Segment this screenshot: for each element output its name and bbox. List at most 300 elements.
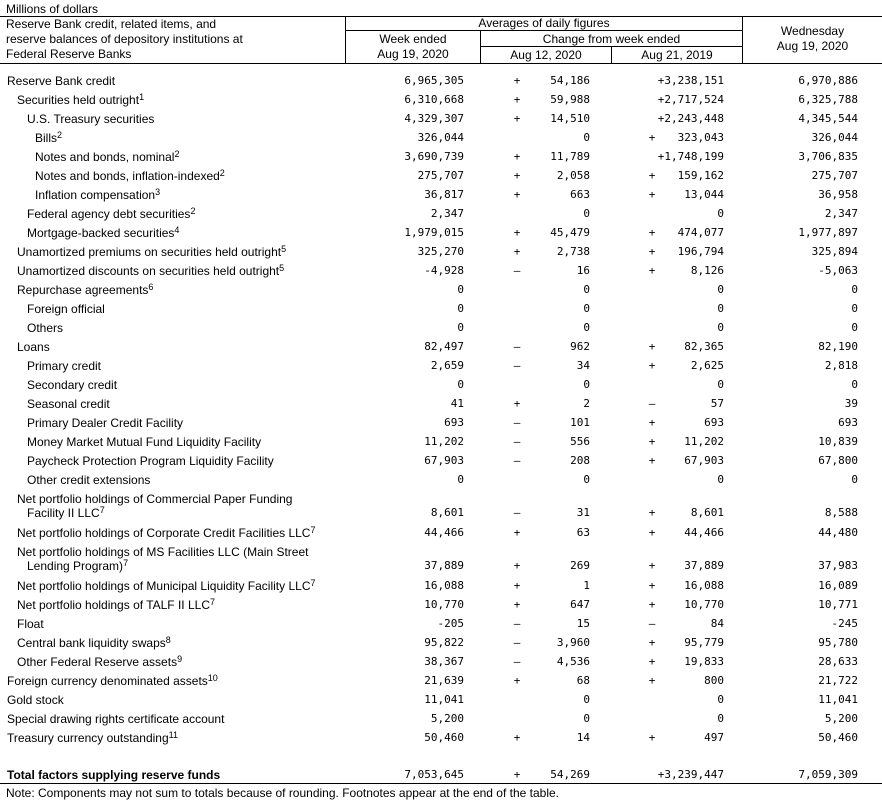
cell-wednesday: 10,771 [818, 598, 858, 611]
cell-sign-1: + [513, 93, 521, 106]
header-inner-rule [481, 46, 742, 47]
cell-wednesday: -245 [831, 617, 858, 630]
cell-change-2: 0 [717, 207, 724, 220]
cell-sign-2: + [648, 636, 656, 649]
table-row [0, 655, 882, 674]
cell-week-ended: 1,979,015 [404, 226, 464, 239]
cell-sign-2: + [648, 435, 656, 448]
row-label [7, 712, 224, 726]
cell-change-1: 14,510 [550, 112, 590, 125]
cell-change-2: 82,365 [684, 340, 724, 353]
cell-sign-2: + [648, 226, 656, 239]
cell-change-2: 159,162 [677, 169, 724, 182]
header-title-line: reserve balances of depository institutions at [6, 32, 243, 46]
cell-change-1: 0 [583, 693, 590, 706]
table-row [0, 112, 882, 131]
cell-week-ended: 326,044 [417, 131, 464, 144]
row-label-text: Net portfolio holdings of Municipal Liquidity Facility LLC [17, 579, 311, 593]
cell-week-ended: 693 [444, 416, 464, 429]
cell-change-1: 15 [576, 617, 590, 630]
cell-week-ended: 0 [457, 473, 464, 486]
header-title-line: Reserve Bank credit, related items, and [6, 17, 217, 31]
row-label-continued [27, 506, 105, 520]
cell-wednesday: 2,818 [824, 359, 858, 372]
footnote-ref: 5 [281, 244, 287, 254]
cell-wednesday: 7,059,309 [798, 768, 858, 781]
cell-change-2: 0 [717, 283, 724, 296]
table-row [0, 397, 882, 416]
table-row [0, 435, 882, 454]
footnote-ref: 3 [155, 187, 161, 197]
table-row-total [0, 768, 882, 787]
cell-sign-2: + [648, 188, 656, 201]
cell-change-1: 54,269 [550, 768, 590, 781]
row-label-text: Securities held outright [17, 93, 140, 107]
row-label-text: Facility II LLC [27, 506, 100, 520]
table-row [0, 693, 882, 712]
footnote-ref: 7 [310, 578, 316, 588]
cell-change-1: 2,738 [556, 245, 590, 258]
cell-change-2: 323,043 [677, 131, 724, 144]
table-row [0, 245, 882, 264]
cell-sign-2: + [648, 674, 656, 687]
row-label-text: Repurchase agreements [17, 283, 149, 297]
footnote-ref: 10 [207, 673, 218, 683]
cell-sign-2: + [648, 598, 656, 611]
row-label-text: Foreign official [27, 302, 105, 316]
row-label-text: Money Market Mutual Fund Liquidity Facility [27, 435, 262, 449]
row-label [27, 226, 179, 240]
row-label-text: Treasury currency outstanding [7, 731, 169, 745]
cell-sign-1: + [513, 226, 521, 239]
cell-change-1: 0 [583, 302, 590, 315]
cell-wednesday: -5,063 [818, 264, 858, 277]
footnote-ref: 2 [57, 130, 63, 140]
cell-sign-1: + [513, 598, 521, 611]
cell-week-ended: 21,639 [424, 674, 464, 687]
cell-week-ended: 44,466 [424, 526, 464, 539]
row-label [17, 283, 153, 297]
cell-sign-1: – [513, 636, 521, 649]
cell-sign-1: + [513, 150, 521, 163]
row-label-text: Other credit extensions [27, 473, 151, 487]
cell-wednesday: 2,347 [824, 207, 858, 220]
cell-change-2: +2,243,448 [657, 112, 724, 125]
cell-change-1: 0 [583, 473, 590, 486]
cell-change-1: 45,479 [550, 226, 590, 239]
cell-week-ended: 0 [457, 321, 464, 334]
cell-sign-1: – [513, 506, 521, 519]
table-row [0, 131, 882, 150]
cell-change-1: 63 [576, 526, 590, 539]
row-label-text: Gold stock [7, 693, 64, 707]
cell-sign-1: + [513, 74, 521, 87]
cell-week-ended: 50,460 [424, 731, 464, 744]
header-change-from: Change from week ended [542, 32, 681, 46]
table-row [0, 712, 882, 731]
cell-sign-1: + [513, 397, 521, 410]
cell-wednesday: 0 [851, 283, 858, 296]
cell-wednesday: 6,325,788 [798, 93, 858, 106]
table-row [0, 454, 882, 473]
table-row [0, 359, 882, 378]
row-label [27, 321, 63, 335]
cell-wednesday: 44,480 [818, 526, 858, 539]
cell-sign-2: + [648, 454, 656, 467]
footnote-ref: 7 [310, 525, 316, 535]
table-row [0, 378, 882, 397]
cell-change-2: 11,202 [684, 435, 724, 448]
footnote-ref: 7 [99, 505, 105, 515]
header-averages: Averages of daily figures [478, 16, 610, 30]
cell-sign-1: – [513, 359, 521, 372]
row-label [27, 112, 154, 126]
cell-change-2: 57 [710, 397, 724, 410]
row-label [7, 74, 115, 88]
cell-wednesday: 3,706,835 [798, 150, 858, 163]
table-row [0, 283, 882, 302]
cell-wednesday: 10,839 [818, 435, 858, 448]
cell-wednesday: 0 [851, 473, 858, 486]
row-label-text: Loans [17, 340, 50, 354]
cell-change-1: 16 [576, 264, 590, 277]
cell-sign-1: – [513, 617, 521, 630]
cell-week-ended: 3,690,739 [404, 150, 464, 163]
table-row [0, 731, 882, 750]
footnote-ref: 9 [177, 654, 183, 664]
cell-sign-2: + [648, 340, 656, 353]
cell-sign-1: + [513, 245, 521, 258]
header-change-date-2: Aug 21, 2019 [641, 48, 713, 62]
cell-change-1: 663 [570, 188, 590, 201]
cell-sign-1: – [513, 655, 521, 668]
cell-change-2: +3,238,151 [657, 74, 724, 87]
cell-week-ended: 6,310,668 [404, 93, 464, 106]
footnote-ref: 8 [165, 635, 171, 645]
row-label: Net portfolio holdings of Commercial Paper Funding [17, 492, 293, 506]
footnote-ref: 5 [279, 263, 285, 273]
cell-change-2: 497 [704, 731, 724, 744]
row-label-text: Float [17, 617, 44, 631]
footnote-ref: 11 [168, 730, 178, 740]
cell-sign-2: + [648, 264, 656, 277]
table-row [0, 207, 882, 226]
footnote-note: Note: Components may not sum to totals because of rounding. Footnotes appear at the end of the table. [6, 786, 560, 800]
cell-sign-2: + [648, 131, 656, 144]
header-title-line: Federal Reserve Banks [6, 47, 132, 61]
header-wednesday: Wednesday [780, 24, 845, 38]
row-label-text: Notes and bonds, nominal [35, 150, 175, 164]
cell-change-1: 962 [570, 340, 590, 353]
row-label: Total factors supplying reserve funds [7, 768, 221, 782]
cell-sign-2: + [648, 169, 656, 182]
cell-change-2: +3,239,447 [657, 768, 724, 781]
cell-week-ended: 11,041 [424, 693, 464, 706]
cell-change-2: 67,903 [684, 454, 724, 467]
cell-change-2: 0 [717, 712, 724, 725]
cell-week-ended: 6,965,305 [404, 74, 464, 87]
cell-sign-2: + [648, 559, 656, 572]
cell-sign-2: + [648, 655, 656, 668]
row-label-text: Unamortized discounts on securities held outright [17, 264, 280, 278]
cell-week-ended: 36,817 [424, 188, 464, 201]
cell-sign-1: + [513, 169, 521, 182]
cell-wednesday: 693 [838, 416, 858, 429]
cell-change-2: 44,466 [684, 526, 724, 539]
table-row [0, 340, 882, 359]
row-label [35, 131, 62, 145]
row-label [17, 93, 144, 107]
cell-change-1: 14 [576, 731, 590, 744]
cell-change-1: 269 [570, 559, 590, 572]
cell-sign-2: – [648, 617, 656, 630]
row-label [35, 169, 225, 183]
row-label [17, 655, 182, 669]
cell-week-ended: 0 [457, 283, 464, 296]
row-label-text: Lending Program) [27, 559, 124, 573]
cell-week-ended: 8,601 [430, 506, 464, 519]
table-row [0, 302, 882, 321]
cell-change-1: 59,988 [550, 93, 590, 106]
row-label-text: Federal agency debt securities [27, 207, 191, 221]
table-row [0, 169, 882, 188]
cell-change-2: 8,126 [690, 264, 724, 277]
cell-wednesday: 28,633 [818, 655, 858, 668]
cell-change-2: 84 [710, 617, 724, 630]
cell-change-1: 1 [583, 579, 590, 592]
table-row [0, 150, 882, 169]
row-label [17, 264, 284, 278]
table-row [0, 264, 882, 283]
cell-week-ended: 38,367 [424, 655, 464, 668]
cell-sign-2: – [648, 397, 656, 410]
row-label-text: Mortgage-backed securities [27, 226, 175, 240]
cell-change-2: 10,770 [684, 598, 724, 611]
cell-sign-1: + [513, 674, 521, 687]
cell-change-1: 34 [576, 359, 590, 372]
cell-sign-2: + [648, 359, 656, 372]
cell-change-1: 0 [583, 378, 590, 391]
table-row [0, 526, 882, 545]
cell-week-ended: 37,889 [424, 559, 464, 572]
row-label [27, 302, 105, 316]
footnote-ref: 2 [174, 149, 180, 159]
cell-wednesday: 21,722 [818, 674, 858, 687]
cell-change-2: 8,601 [690, 506, 724, 519]
cell-change-2: 95,779 [684, 636, 724, 649]
cell-week-ended: 41 [450, 397, 464, 410]
table-row [0, 636, 882, 655]
header-wednesday-date: Aug 19, 2020 [776, 39, 849, 53]
footnote-ref: 2 [190, 206, 196, 216]
cell-wednesday: 0 [851, 302, 858, 315]
cell-sign-1: – [513, 416, 521, 429]
table-row [0, 473, 882, 492]
table-row [0, 321, 882, 340]
row-label-text: Others [27, 321, 64, 335]
cell-wednesday: 37,983 [818, 559, 858, 572]
cell-sign-2: + [648, 579, 656, 592]
cell-wednesday: 4,345,544 [798, 112, 858, 125]
cell-week-ended: 2,659 [430, 359, 464, 372]
cell-change-2: 37,889 [684, 559, 724, 572]
footnote-ref: 2 [219, 168, 225, 178]
cell-wednesday: 275,707 [811, 169, 858, 182]
cell-sign-1: – [513, 340, 521, 353]
row-label-text: Unamortized premiums on securities held outright [17, 245, 282, 259]
row-label-text: Primary Dealer Credit Facility [27, 416, 184, 430]
cell-change-1: 0 [583, 207, 590, 220]
row-label-text: Central bank liquidity swaps [17, 636, 166, 650]
cell-change-1: 0 [583, 131, 590, 144]
cell-sign-1: + [513, 768, 521, 781]
footnote-ref: 7 [210, 597, 216, 607]
cell-wednesday: 1,977,897 [798, 226, 858, 239]
cell-change-2: 13,044 [684, 188, 724, 201]
table-row [0, 579, 882, 598]
cell-week-ended: 67,903 [424, 454, 464, 467]
cell-sign-1: + [513, 188, 521, 201]
cell-change-1: 0 [583, 321, 590, 334]
row-label [7, 693, 64, 707]
footnote-ref: 4 [174, 225, 180, 235]
cell-change-1: 68 [576, 674, 590, 687]
cell-change-1: 54,186 [550, 74, 590, 87]
row-label-text: Other Federal Reserve assets [17, 655, 178, 669]
cell-change-2: 693 [704, 416, 724, 429]
row-label [27, 435, 261, 449]
cell-week-ended: 2,347 [430, 207, 464, 220]
row-label [17, 617, 44, 631]
header-bottom-rule [0, 63, 882, 64]
cell-week-ended: 11,202 [424, 435, 464, 448]
cell-sign-2: + [648, 416, 656, 429]
cell-wednesday: 6,970,886 [798, 74, 858, 87]
cell-week-ended: 7,053,645 [404, 768, 464, 781]
cell-sign-1: + [513, 112, 521, 125]
row-label: Net portfolio holdings of MS Facilities LLC (Main Street [17, 545, 309, 559]
cell-change-1: 2,058 [556, 169, 590, 182]
cell-sign-1: – [513, 435, 521, 448]
row-label-continued [27, 559, 128, 573]
cell-change-2: +2,717,524 [657, 93, 724, 106]
table-row [0, 598, 882, 617]
cell-change-2: 0 [717, 378, 724, 391]
cell-wednesday: 67,800 [818, 454, 858, 467]
cell-change-2: +1,748,199 [657, 150, 724, 163]
table-row [0, 226, 882, 245]
cell-sign-2: + [648, 506, 656, 519]
row-label [17, 598, 215, 612]
cell-week-ended: 95,822 [424, 636, 464, 649]
row-label [7, 731, 178, 745]
cell-wednesday: 8,588 [824, 506, 858, 519]
cell-wednesday: 39 [844, 397, 858, 410]
units-caption: Millions of dollars [6, 2, 99, 16]
cell-week-ended: 275,707 [417, 169, 464, 182]
table-row [0, 674, 882, 693]
cell-wednesday: 36,958 [818, 188, 858, 201]
row-label [35, 150, 179, 164]
cell-week-ended: 4,329,307 [404, 112, 464, 125]
row-label [27, 454, 274, 468]
table-row [0, 93, 882, 112]
row-label [17, 245, 286, 259]
cell-sign-1: + [513, 731, 521, 744]
table-row [0, 617, 882, 636]
cell-week-ended: 0 [457, 378, 464, 391]
row-label-text: Inflation compensation [35, 188, 156, 202]
cell-week-ended: 10,770 [424, 598, 464, 611]
cell-change-1: 2 [583, 397, 590, 410]
cell-sign-2: + [648, 731, 656, 744]
total-bottom-rule [0, 783, 882, 784]
cell-wednesday: 95,780 [818, 636, 858, 649]
row-label [27, 378, 117, 392]
cell-sign-1: – [513, 454, 521, 467]
cell-sign-2: + [648, 526, 656, 539]
cell-wednesday: 5,200 [824, 712, 858, 725]
row-label [17, 579, 316, 593]
footnote-ref: 7 [123, 558, 129, 568]
cell-week-ended: 0 [457, 302, 464, 315]
table-row [0, 416, 882, 435]
cell-week-ended: 16,088 [424, 579, 464, 592]
cell-change-1: 4,536 [556, 655, 590, 668]
header-change-date-1: Aug 12, 2020 [510, 48, 582, 62]
cell-week-ended: 5,200 [430, 712, 464, 725]
cell-change-2: 19,833 [684, 655, 724, 668]
cell-week-ended: 82,497 [424, 340, 464, 353]
cell-sign-2: + [648, 245, 656, 258]
cell-sign-1: + [513, 526, 521, 539]
cell-wednesday: 0 [851, 321, 858, 334]
row-label [17, 526, 316, 540]
cell-change-1: 101 [570, 416, 590, 429]
table-row [0, 492, 882, 525]
row-label [17, 340, 50, 354]
cell-week-ended: -205 [437, 617, 464, 630]
row-label-text: Paycheck Protection Program Liquidity Facility [27, 454, 274, 468]
table-header [0, 16, 882, 64]
cell-change-1: 0 [583, 283, 590, 296]
row-label-text: Primary credit [27, 359, 102, 373]
cell-change-1: 0 [583, 712, 590, 725]
row-label-text: Reserve Bank credit [7, 74, 116, 88]
cell-sign-1: + [513, 559, 521, 572]
cell-change-2: 0 [717, 321, 724, 334]
table-row [0, 188, 882, 207]
cell-wednesday: 325,894 [811, 245, 858, 258]
cell-change-2: 800 [704, 674, 724, 687]
row-label [27, 207, 195, 221]
cell-wednesday: 11,041 [818, 693, 858, 706]
cell-change-2: 474,077 [677, 226, 724, 239]
row-label-text: Special drawing rights certificate account [7, 712, 225, 726]
cell-change-1: 31 [576, 506, 590, 519]
header-week-ended-date: Aug 19, 2020 [377, 47, 449, 61]
cell-wednesday: 50,460 [818, 731, 858, 744]
cell-change-2: 0 [717, 302, 724, 315]
table-row [0, 545, 882, 578]
cell-change-1: 11,789 [550, 150, 590, 163]
row-label [7, 674, 218, 688]
row-label-text: Notes and bonds, inflation-indexed [35, 169, 220, 183]
footnote-ref: 6 [148, 282, 154, 292]
cell-change-2: 0 [717, 473, 724, 486]
row-label [27, 473, 150, 487]
table-row [0, 74, 882, 93]
